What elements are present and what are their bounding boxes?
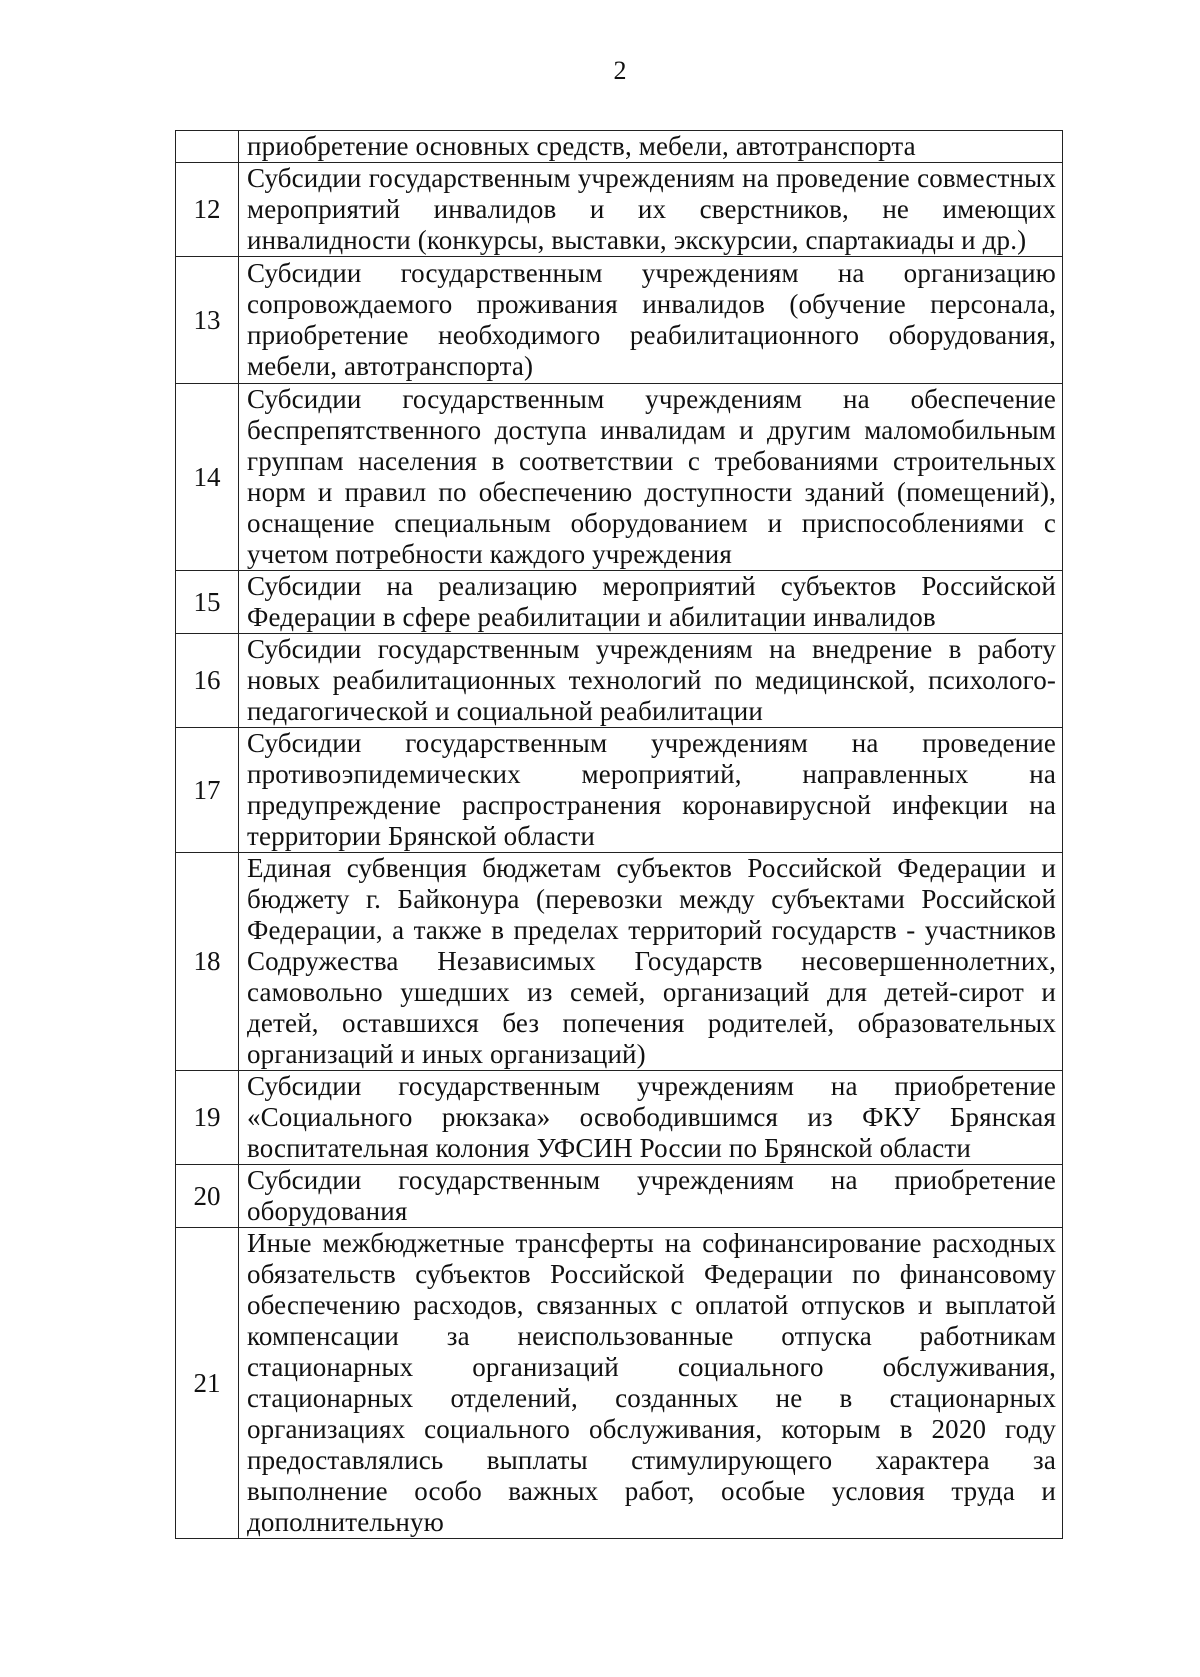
row-description: Субсидии государственным учреждениям на приобретение оборудования (239, 1165, 1063, 1228)
row-description: Субсидии государственным учреждениям на проведение противоэпидемических мероприятий, направленных на предупреждение распространения коронавирусной инфекции на территории Брянской области (239, 728, 1063, 853)
row-number (176, 131, 239, 163)
table-row (176, 1071, 1063, 1165)
table-row (176, 571, 1063, 634)
table-row (176, 1165, 1063, 1228)
table-row (176, 853, 1063, 1071)
table-row (176, 634, 1063, 728)
row-number: 16 (176, 634, 239, 728)
table-row (176, 131, 1063, 163)
table-body (176, 131, 1063, 1539)
row-description: Иные межбюджетные трансферты на софинансирование расходных обязательств субъектов Российской Федерации по финансовому обеспечению расходов, связанных с оплатой отпусков и выплатой компенсации за неиспользованные отпуска работникам стационарных организаций социального обслуживания, стационарных отделений, созданных не в стационарных организациях социального обслуживания, которым в 2020 году предоставлялись выплаты стимулирующего характера за выполнение особо важных работ, особые условия труда и дополнительную (239, 1228, 1063, 1539)
row-number: 20 (176, 1165, 239, 1228)
row-description: Субсидии государственным учреждениям на обеспечение беспрепятственного доступа инвалидам и другим маломобильным группам населения в соответствии с требованиями строительных норм и правил по обеспечению доступности зданий (помещений), оснащение специальным оборудованием и приспособлениями с учетом потребности каждого учреждения (239, 384, 1063, 571)
row-description: Субсидии на реализацию мероприятий субъектов Российской Федерации в сфере реабилитации и абилитации инвалидов (239, 571, 1063, 634)
row-number: 17 (176, 728, 239, 853)
row-description: Субсидии государственным учреждениям на внедрение в работу новых реабилитационных технологий по медицинской, психолого-педагогической и социальной реабилитации (239, 634, 1063, 728)
row-description: Субсидии государственным учреждениям на приобретение «Социального рюкзака» освободившимся из ФКУ Брянская воспитательная колония УФСИН России по Брянской области (239, 1071, 1063, 1165)
row-number: 21 (176, 1228, 239, 1539)
row-number: 19 (176, 1071, 239, 1165)
row-number: 14 (176, 384, 239, 571)
row-description: приобретение основных средств, мебели, автотранспорта (239, 131, 1063, 163)
row-description: Субсидии государственным учреждениям на проведение совместных мероприятий инвалидов и их сверстников, не имеющих инвалидности (конкурсы, выставки, экскурсии, спартакиады и др.) (239, 163, 1063, 257)
row-number: 15 (176, 571, 239, 634)
row-number: 13 (176, 257, 239, 384)
table-row (176, 1228, 1063, 1539)
row-description: Субсидии государственным учреждениям на организацию сопровождаемого проживания инвалидов (обучение персонала, приобретение необходимого реабилитационного оборудования, мебели, автотранспорта) (239, 257, 1063, 384)
table-row (176, 728, 1063, 853)
row-description: Единая субвенция бюджетам субъектов Российской Федерации и бюджету г. Байконура (перевозки между субъектами Российской Федерации, а также в пределах территорий государств - участников Содружества Независимых Государств несовершеннолетних, самовольно ушедших из семей, организаций для детей-сирот и детей, оставшихся без попечения родителей, образовательных организаций и иных организаций) (239, 853, 1063, 1071)
table-row (176, 384, 1063, 571)
page-number: 2 (613, 56, 627, 85)
row-number: 12 (176, 163, 239, 257)
table-row (176, 163, 1063, 257)
subsidies-table (175, 130, 1063, 1539)
row-number: 18 (176, 853, 239, 1071)
table-row (176, 257, 1063, 384)
